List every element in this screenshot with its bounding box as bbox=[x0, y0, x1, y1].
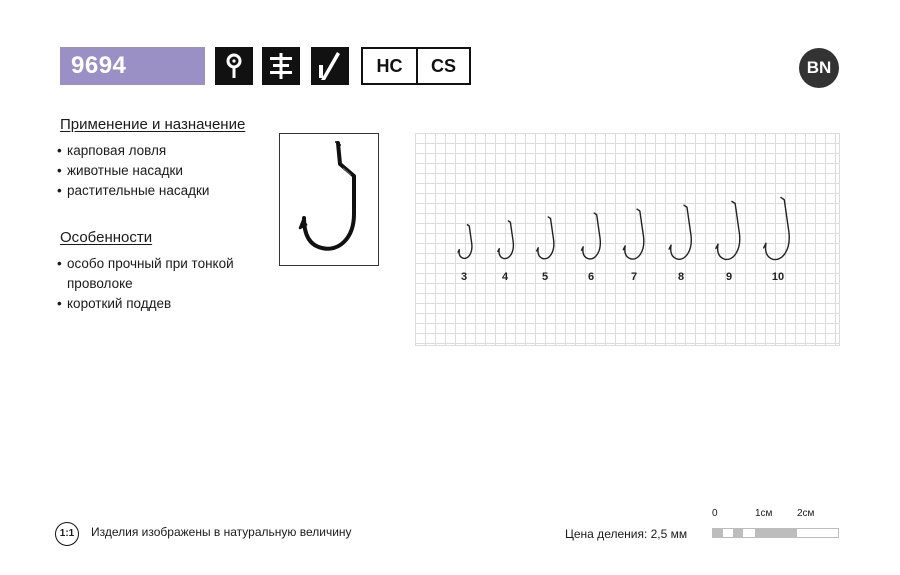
size-hook-icon bbox=[623, 209, 644, 259]
size-hook-icon bbox=[764, 197, 790, 259]
cs-code: CS bbox=[416, 47, 471, 85]
chemically-sharpened-point-icon bbox=[311, 47, 349, 85]
size-label: 6 bbox=[587, 271, 595, 283]
features-list bbox=[57, 254, 257, 314]
size-label: 10 bbox=[771, 271, 785, 283]
size-hook-icon bbox=[716, 201, 740, 259]
ring-eye-icon bbox=[215, 47, 253, 85]
bn-badge: BN bbox=[799, 48, 839, 88]
ruler bbox=[712, 528, 839, 538]
division-label: Цена деления: 2,5 мм bbox=[565, 527, 688, 541]
ruler-label: 1см bbox=[755, 508, 773, 519]
size-hook-icon bbox=[669, 205, 691, 259]
ruler-label: 2см bbox=[797, 508, 815, 519]
size-hook-icon bbox=[537, 217, 554, 259]
list-item: • растительные насадки bbox=[57, 181, 257, 201]
size-hook-icon bbox=[581, 213, 600, 259]
list-item: • короткий поддев bbox=[57, 294, 257, 314]
size-label: 5 bbox=[541, 271, 549, 283]
list-item: • карповая ловля bbox=[57, 141, 257, 161]
model-number: 9694 bbox=[60, 47, 205, 85]
hook-image bbox=[279, 133, 379, 266]
size-label: 3 bbox=[460, 271, 468, 283]
list-item: • животные насадки bbox=[57, 161, 257, 181]
scale-note: Изделия изображены в натуральную величину bbox=[91, 525, 352, 539]
size-hook-icon bbox=[498, 221, 514, 259]
size-hooks bbox=[415, 133, 840, 346]
features-heading: Особенности bbox=[60, 229, 153, 246]
application-list bbox=[57, 141, 257, 201]
barbed-shank-icon bbox=[262, 47, 300, 85]
size-label: 7 bbox=[630, 271, 638, 283]
size-label: 9 bbox=[725, 271, 733, 283]
list-item: • особо прочный при тонкой проволоке bbox=[57, 254, 257, 294]
size-label: 8 bbox=[677, 271, 685, 283]
size-hook-icon bbox=[458, 225, 472, 259]
scale-icon: 1:1 bbox=[55, 522, 79, 546]
hc-code: HC bbox=[361, 47, 418, 85]
ruler-label: 0 bbox=[712, 508, 718, 519]
size-chart bbox=[415, 133, 840, 346]
hook-icon bbox=[280, 134, 378, 265]
application-heading: Применение и назначение bbox=[60, 116, 246, 133]
size-label: 4 bbox=[501, 271, 509, 283]
